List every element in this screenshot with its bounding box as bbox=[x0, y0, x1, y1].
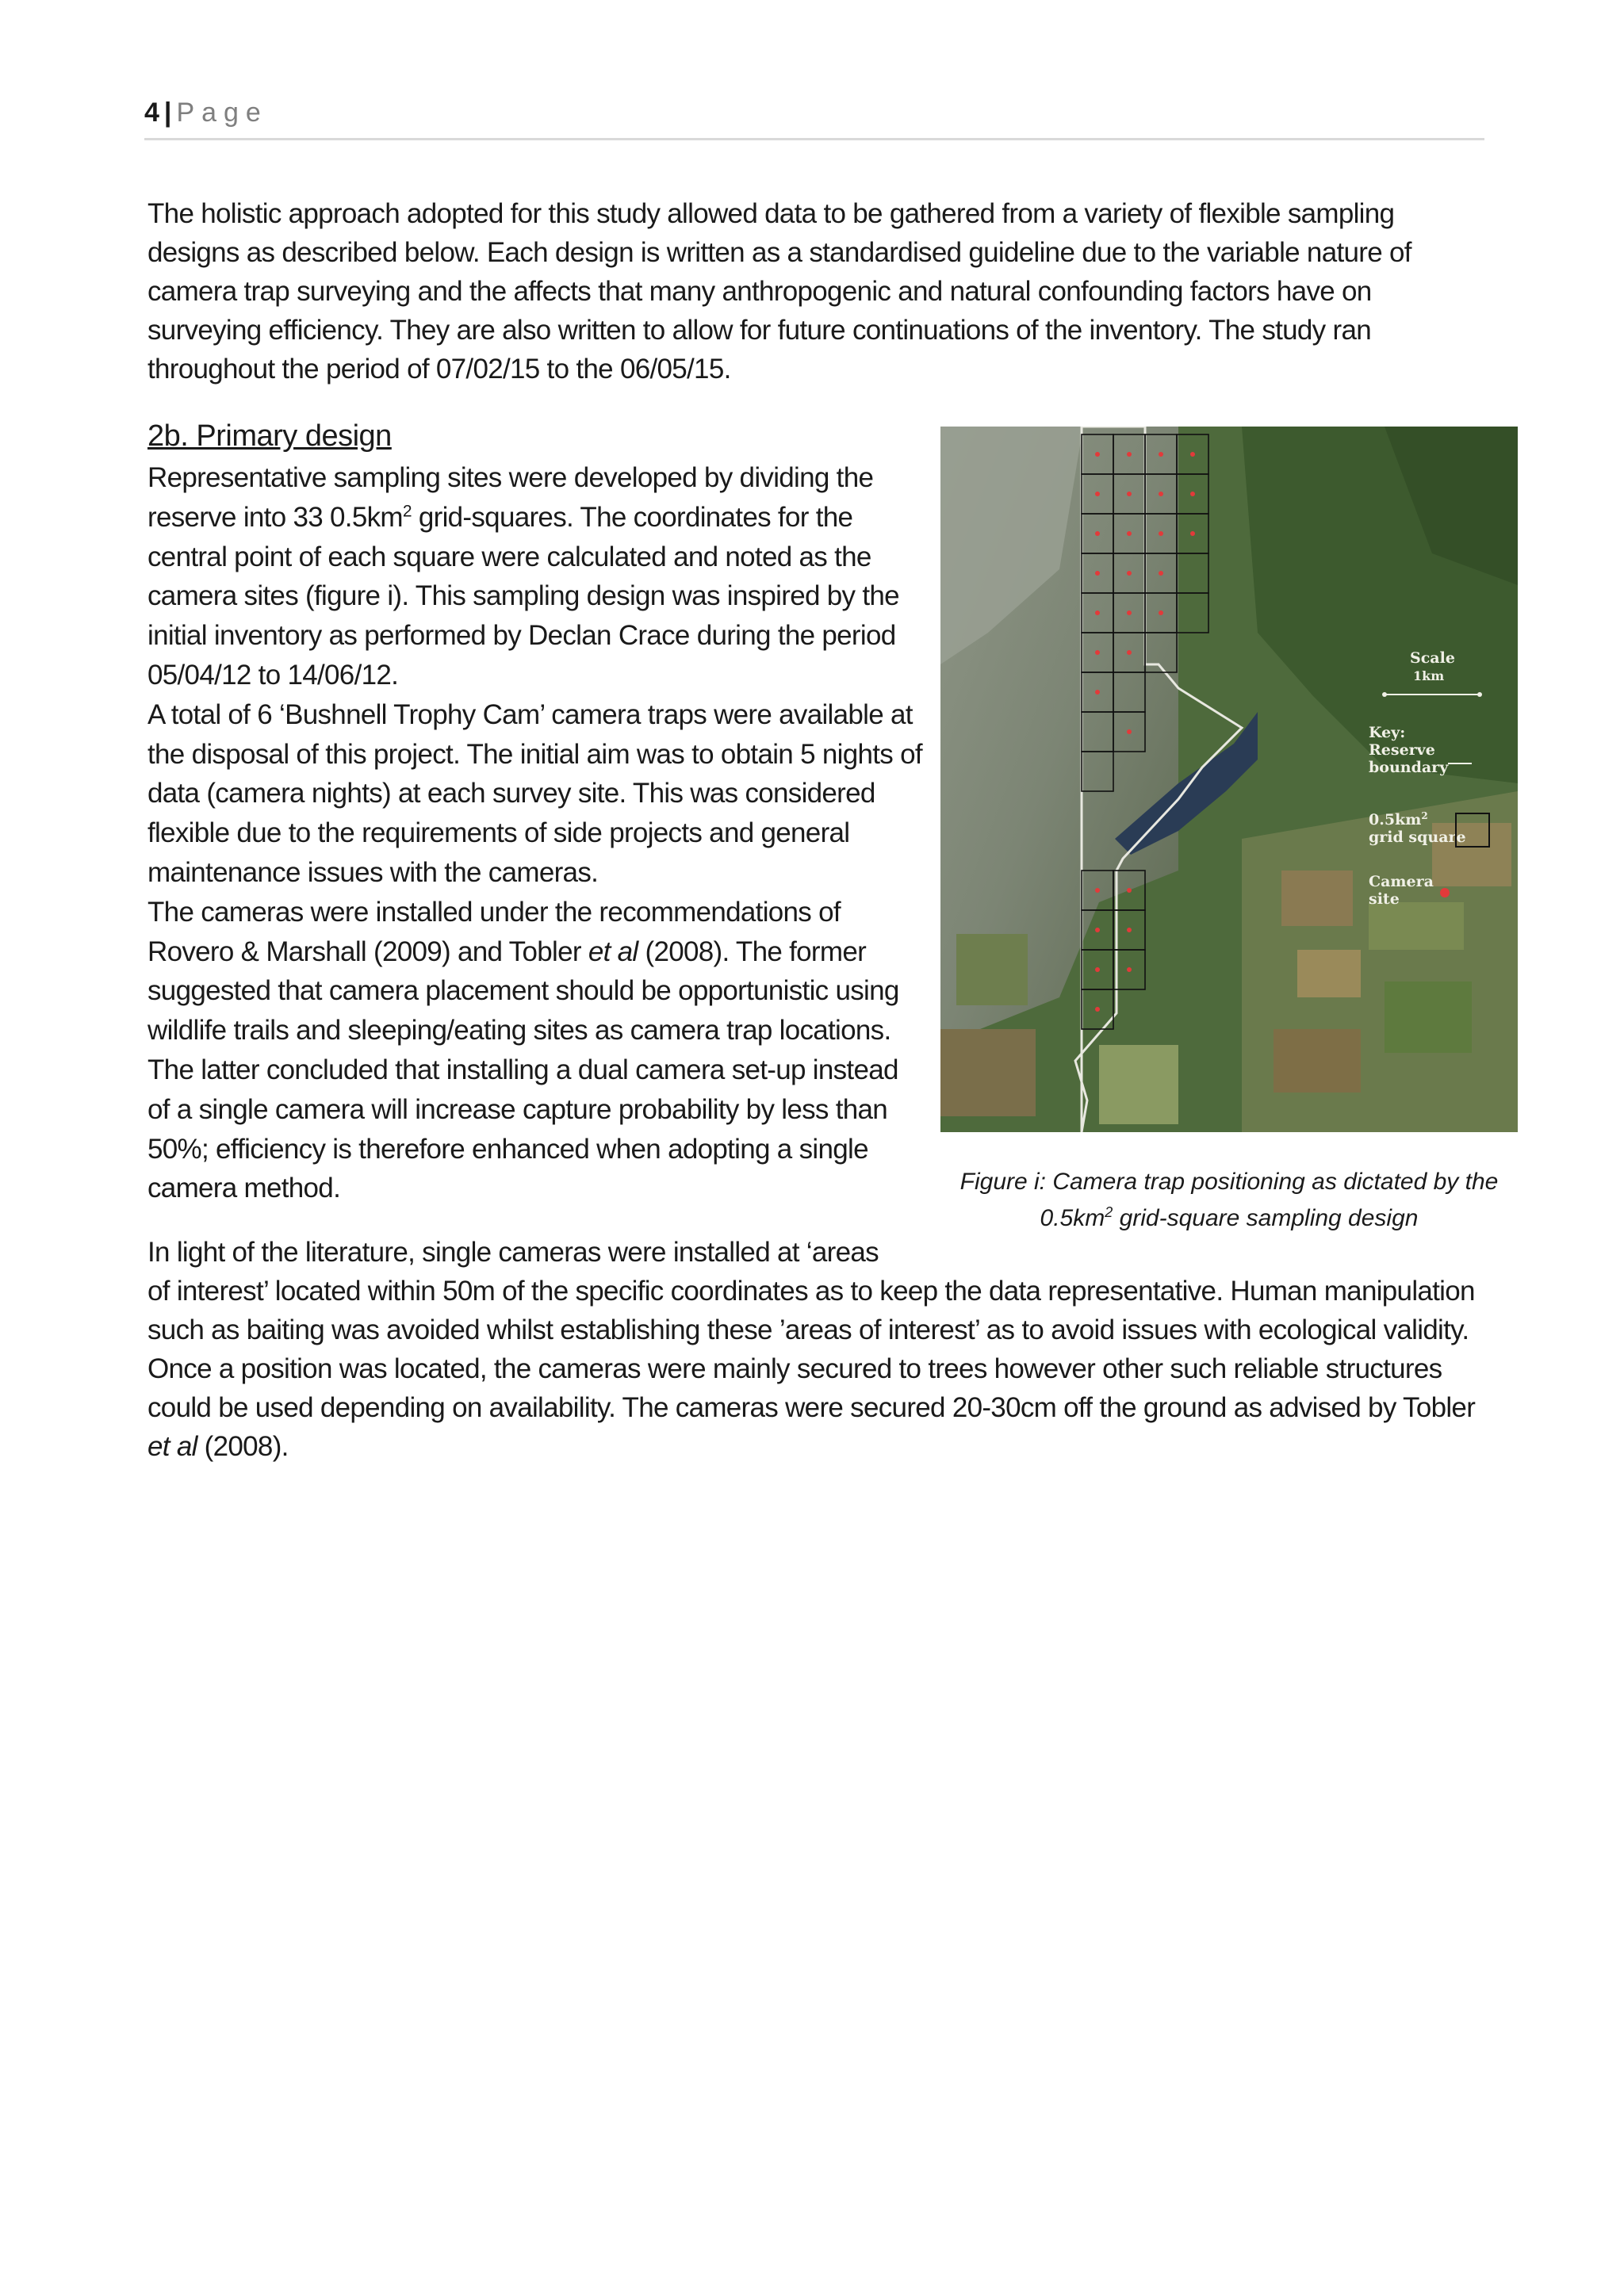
p3-etal: et al bbox=[588, 936, 638, 967]
legend-grid-label-1: $0.5km^2$ bbox=[1369, 810, 1428, 828]
legend-camera-swatch bbox=[1440, 888, 1450, 897]
continuation-etal: et al bbox=[147, 1431, 197, 1462]
p2-text: A total of 6 ‘Bushnell Trophy Cam’ camera traps were available at the disposal of this project. The initial aim was to obtain 5 nights of data (camera nights) at each survey site. This was considered flexible due to the requirements of side projects and general maintenance issues with the cameras. bbox=[147, 698, 922, 888]
continuation-paragraph bbox=[147, 1233, 1488, 1466]
primary-design-text bbox=[147, 458, 925, 1208]
p1-text-b: grid-squares. The coordinates for the central point of each square were calculated and noted as the camera sites (figure i). This sampling design was inspired by the initial inventory as performed by Declan Crace during the period 05/04/12 to 14/06/12. bbox=[147, 501, 899, 691]
legend-reserve-label-1: Reserve bbox=[1369, 741, 1435, 759]
p3-text-b: (2008). The former suggested that camera placement should be opportunistic using wildlife trails and sleeping/eating sites as camera trap locations. The latter concluded that installing a dual camera set-up instead of a single camera will increase capture probability by less than 50%; efficiency is therefore enhanced when adopting a single camera method. bbox=[147, 936, 899, 1204]
legend-camera-label-1: Camera bbox=[1369, 873, 1434, 890]
caption-text-b: grid-square sampling design bbox=[1113, 1205, 1419, 1231]
caption-superscript: 2 bbox=[1105, 1204, 1113, 1220]
section-heading: 2b. Primary design bbox=[147, 419, 392, 453]
continuation-text-a: of interest’ located within 50m of the specific coordinates as to keep the data representative. Human manipulation such as baiting was avoided whilst establishing these ’areas of interest’ as to avoid issues with ecological validity. Once a position was located, the cameras were mainly secured to trees however other such reliable structures could be used depending on availability. The cameras were secured 20-30cm off the ground as advised by Tobler bbox=[147, 1276, 1476, 1423]
map-graphic bbox=[940, 427, 1518, 1132]
legend-camera-label-2: site bbox=[1369, 890, 1400, 908]
intro-paragraph: The holistic approach adopted for this study allowed data to be gathered from a variety of flexible sampling designs as described below. Each design is written as a standardised guideline due to the variable nature of camera trap surveying and the affects that many anthropogenic and natural confounding factors have on surveying efficiency. They are also written to allow for future continuations of the inventory. The study ran throughout the period of 07/02/15 to the 06/05/15. bbox=[147, 198, 1411, 385]
legend-reserve-label-2: boundary bbox=[1369, 759, 1449, 776]
legend-key-label: Key: bbox=[1369, 724, 1406, 741]
figure-caption bbox=[944, 1164, 1515, 1237]
legend-scale-label: Scale bbox=[1410, 649, 1455, 667]
legend-scale-value: 1km bbox=[1413, 668, 1445, 683]
legend-grid-label-2: grid square bbox=[1369, 828, 1466, 846]
p3-text-a: The cameras were installed under the recommendations of Rovero & Marshall (2009) and Tobler bbox=[147, 896, 841, 967]
continuation-text-b: (2008). bbox=[197, 1431, 289, 1462]
page-word: Page bbox=[176, 98, 268, 128]
caption-text-a: Figure i: Camera trap positioning as dictated by the 0.5km bbox=[959, 1169, 1499, 1231]
continuation-first-line: In light of the literature, single cameras were installed at ‘areas bbox=[147, 1237, 879, 1268]
p1-text-a: Representative sampling sites were developed by dividing the reserve into 33 0.5km bbox=[147, 462, 874, 533]
p1-superscript: 2 bbox=[402, 502, 412, 521]
page-number: 4 bbox=[144, 98, 159, 128]
page-header bbox=[144, 94, 1484, 140]
header-separator: | bbox=[163, 98, 172, 128]
figure-map bbox=[940, 427, 1518, 1132]
